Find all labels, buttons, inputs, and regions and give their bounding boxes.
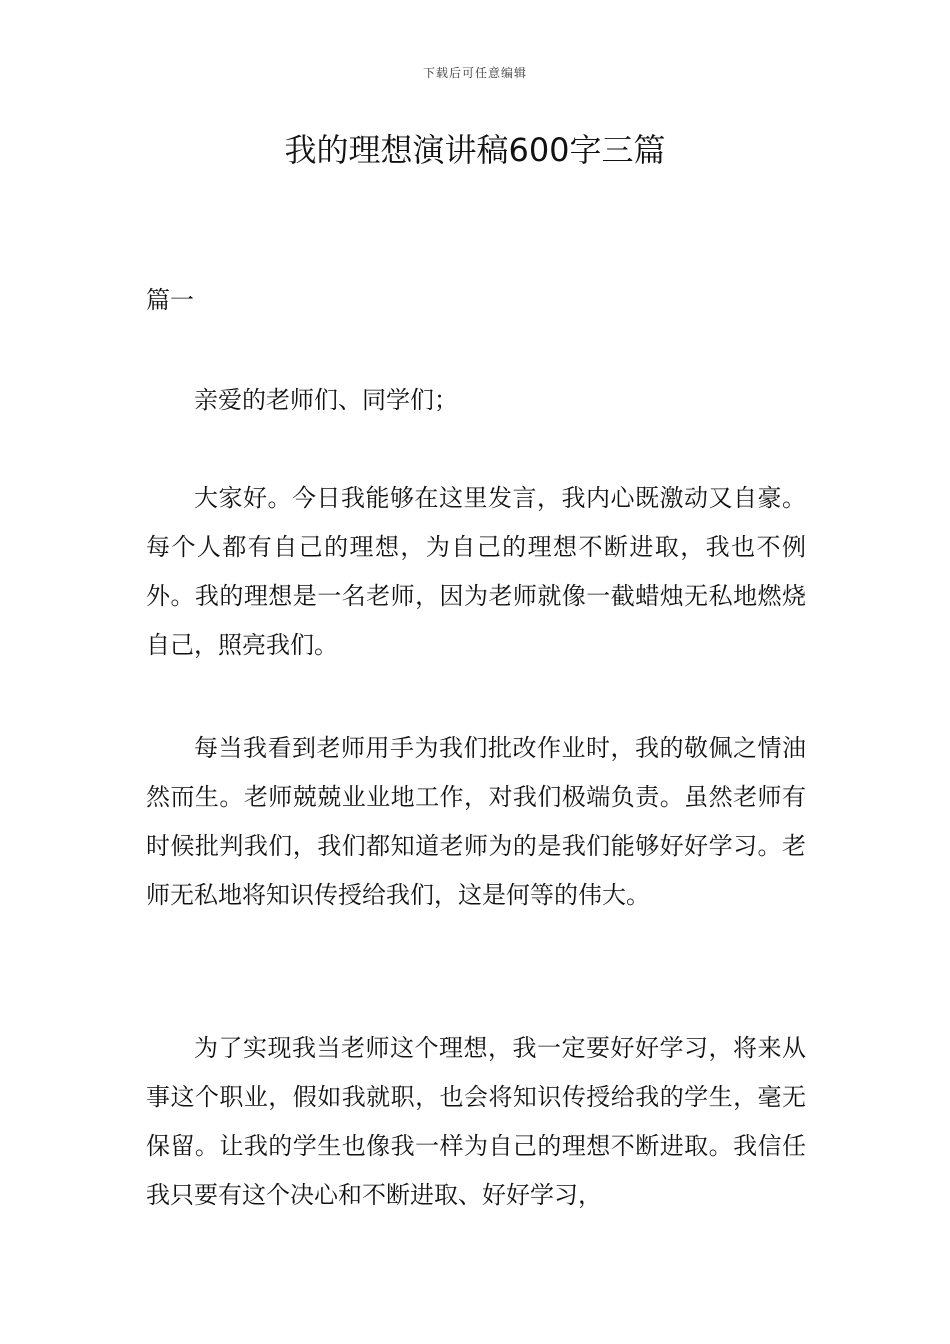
watermark-text: 下载后可任意编辑: [422, 66, 527, 80]
section-heading: 篇一: [146, 286, 194, 314]
paragraph-1: 大家好。今日我能够在这里发言，我内心既激动又自豪。每个人都有自己的理想，为自己的理想不断进取，我也不例外。我的理想是一名老师，因为老师就像一截蜡烛无私地燃烧自己，照亮我们。: [146, 484, 806, 659]
paragraph-salutation: 亲爱的老师们、同学们；: [194, 386, 458, 414]
paragraph-2: 每当我看到老师用手为我们批改作业时，我的敬佩之情油然而生。老师兢兢业业地工作，对我们极端负责。虽然老师有时候批判我们，我们都知道老师为的是我们能够好好学习。老师无私地将知识传授给我们，这是何等的伟大。: [146, 734, 806, 909]
page-title: 我的理想演讲稿600字三篇: [284, 131, 666, 169]
paragraph-3: 为了实现我当老师这个理想，我一定要好好学习，将来从事这个职业，假如我就职，也会将知识传授给我的学生，毫无保留。让我的学生也像我一样为自己的理想不断进取。我信任我只要有这个决心和不断进取、好好学习，: [146, 1034, 806, 1209]
